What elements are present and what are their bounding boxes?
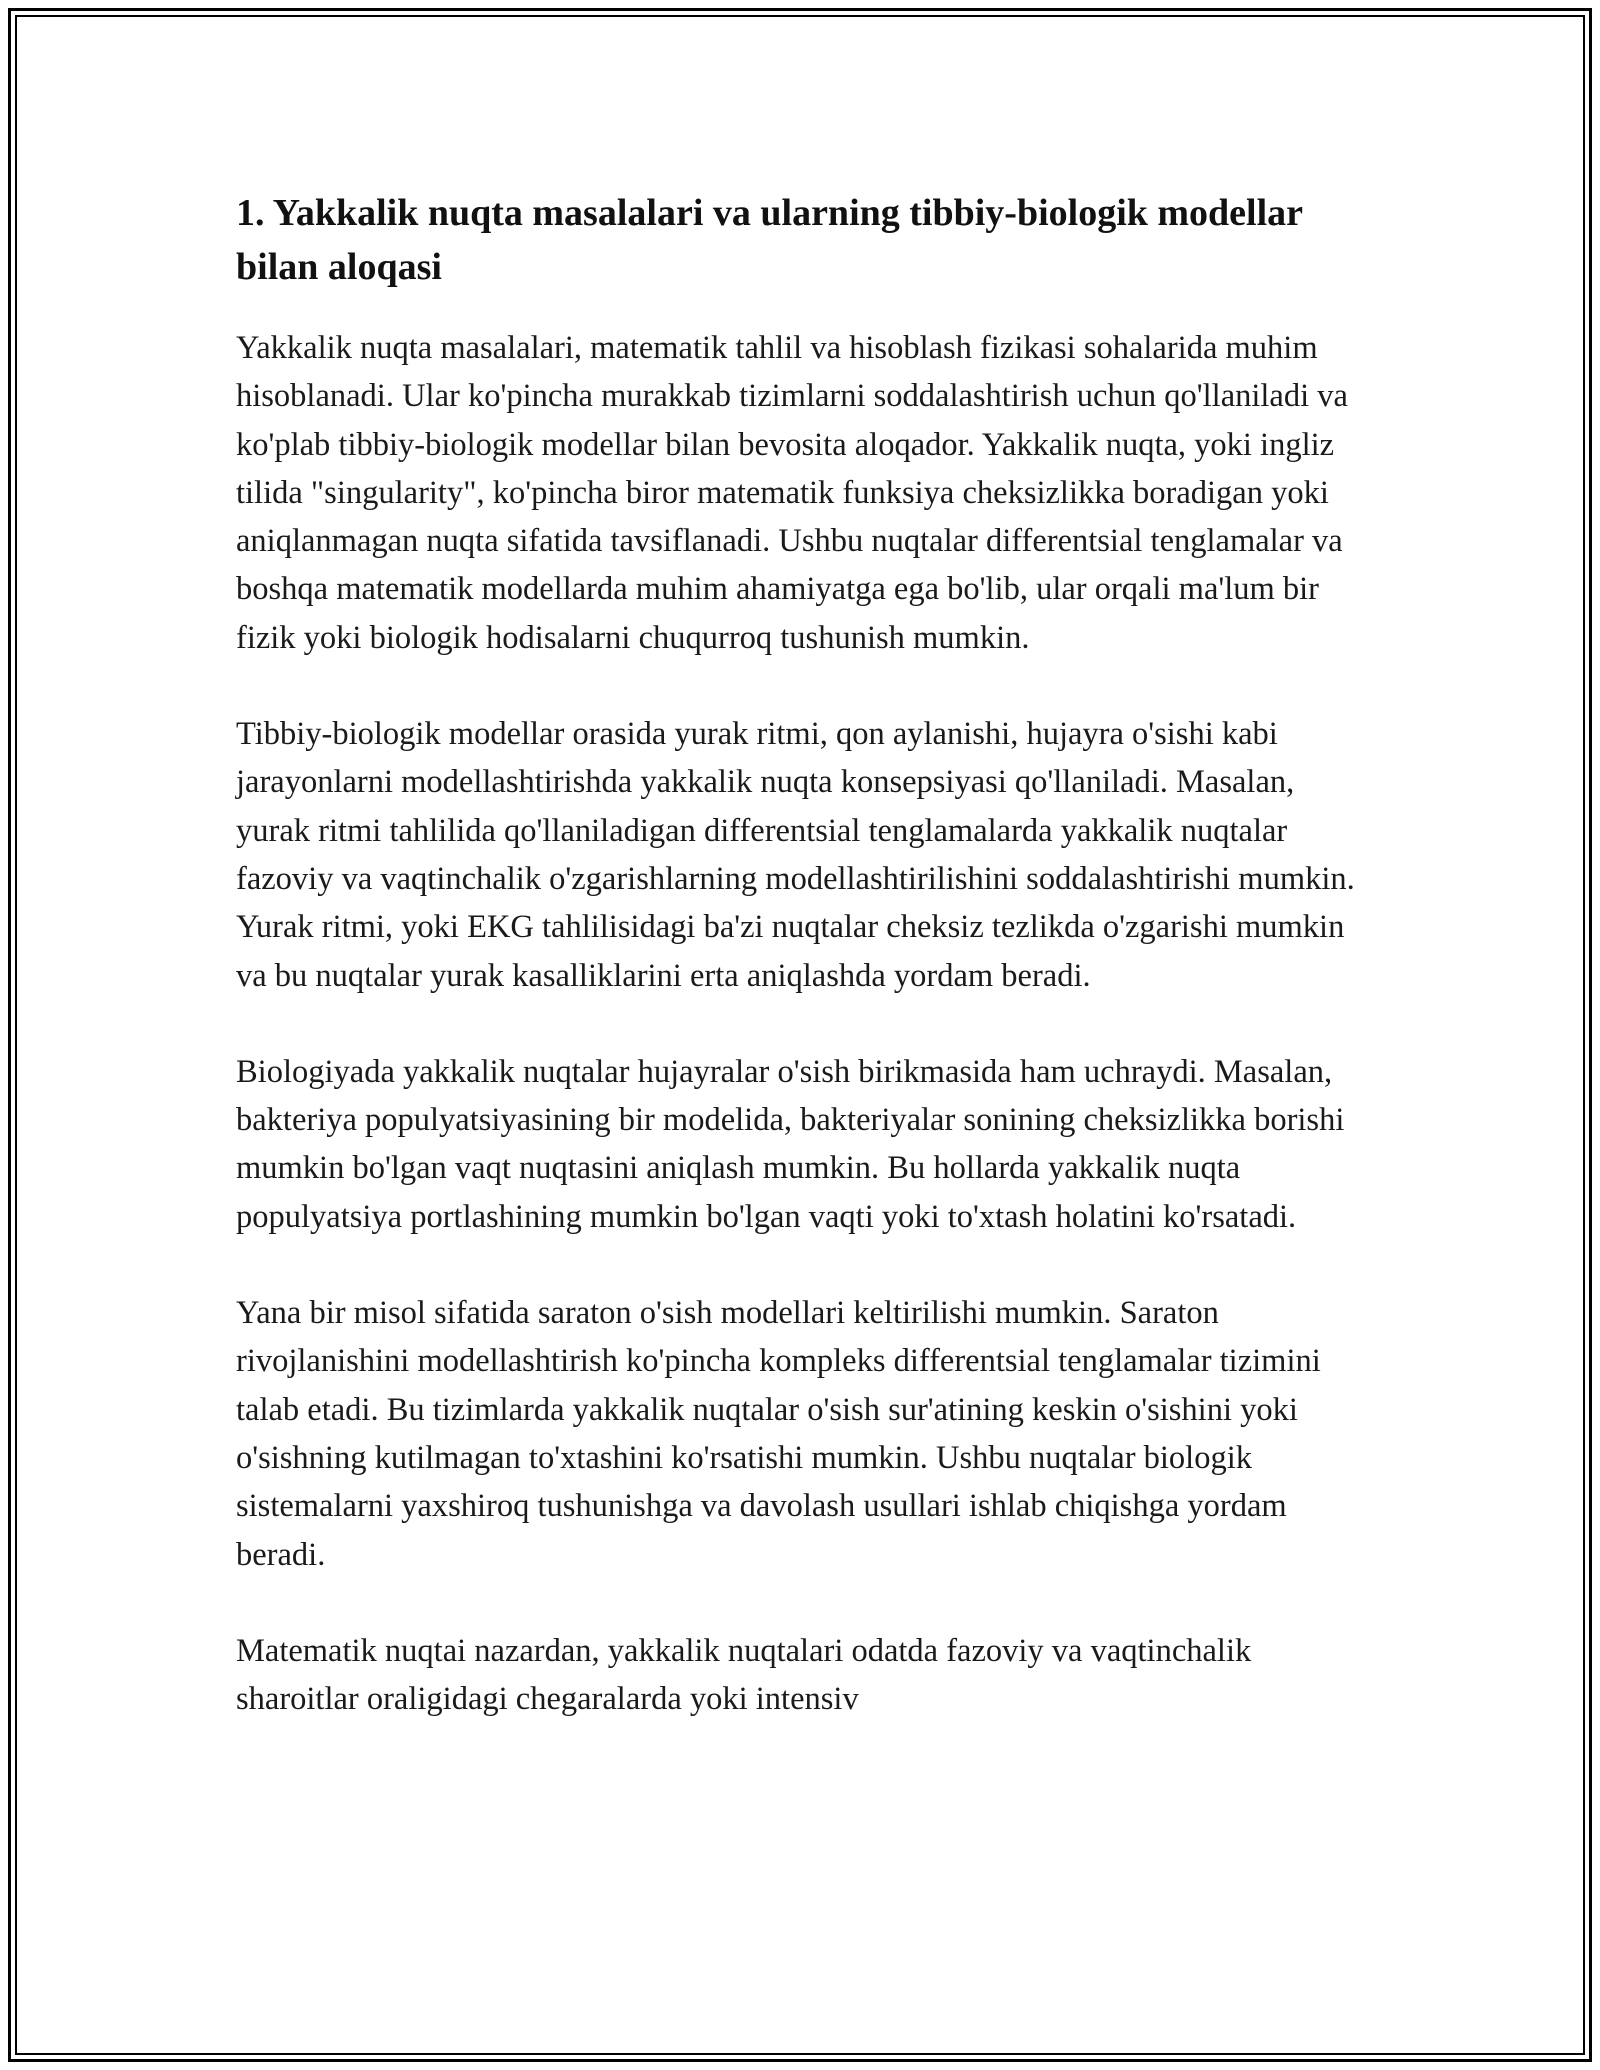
paragraph-mathematical-view: Matematik nuqtai nazardan, yakkalik nuqtalari odatda fazoviy va vaqtinchalik sharoitlar oraligidagi chegaralarda yoki intensiv: [236, 1632, 1252, 1718]
paragraph-biology: Biologiyada yakkalik nuqtalar hujayralar o'sish birikmasida ham uchraydi. Masalan, bakteriya populyatsiyasining bir modelida, bakteriyalar sonining cheksizlikka borishi mumkin bo'lgan vaqt nuqtasini aniqlash mumkin. Bu hollarda yakkalik nuqta populyatsiya portlashining mumkin bo'lgan vaqti yoki to'xtash holatini ko'rsatadi.: [236, 1053, 1345, 1235]
document-body: [236, 186, 1376, 1771]
section-heading: 1. Yakkalik nuqta masalalari va ularning tibbiy-biologik modellar bilan aloqasi: [236, 192, 1303, 288]
paragraph-cancer-models: Yana bir misol sifatida saraton o'sish modellari keltirilishi mumkin. Saraton rivojlanishini modellashtirish ko'pincha kompleks differentsial tenglamalar tizimini talab etadi. Bu tizimlarda yakkalik nuqtalar o'sish sur'atining keskin o'sishini yoki o'sishning kutilmagan to'xtashini ko'rsatishi mumkin. Ushbu nuqtalar biologik sistemalarni yaxshiroq tushunishga va davolash usullari ishlab chiqishga yordam beradi.: [236, 1295, 1321, 1573]
paragraph-intro: Yakkalik nuqta masalalari, matematik tahlil va hisoblash fizikasi sohalarida muhim hisoblanadi. Ular ko'pincha murakkab tizimlarni soddalashtirish uchun qo'llaniladi va ko'plab tibbiy-biologik modellar bilan bevosita aloqador. Yakkalik nuqta, yoki ingliz tilida "singularity", ko'pincha biror matematik funksiya cheksizlikka boradigan yoki aniqlanmagan nuqta sifatida tavsiflanadi. Ushbu nuqtalar differentsial tenglamalar va boshqa matematik modellarda muhim ahamiyatga ega bo'lib, ular orqali ma'lum bir fizik yoki biologik hodisalarni chuqurroq tushunish mumkin.: [236, 330, 1348, 656]
paragraph-medical-models: Tibbiy-biologik modellar orasida yurak ritmi, qon aylanishi, hujayra o'sishi kabi jarayonlarni modellashtirishda yakkalik nuqta konsepsiyasi qo'llaniladi. Masalan, yurak ritmi tahlilida qo'llaniladigan differentsial tenglamalarda yakkalik nuqtalar fazoviy va vaqtinchalik o'zgarishlarning modellashtirilishini soddalashtirishi mumkin. Yurak ritmi, yoki EKG tahlilisidagi ba'zi nuqtalar cheksiz tezlikda o'zgarishi mumkin va bu nuqtalar yurak kasalliklarini erta aniqlashda yordam beradi.: [236, 716, 1355, 994]
